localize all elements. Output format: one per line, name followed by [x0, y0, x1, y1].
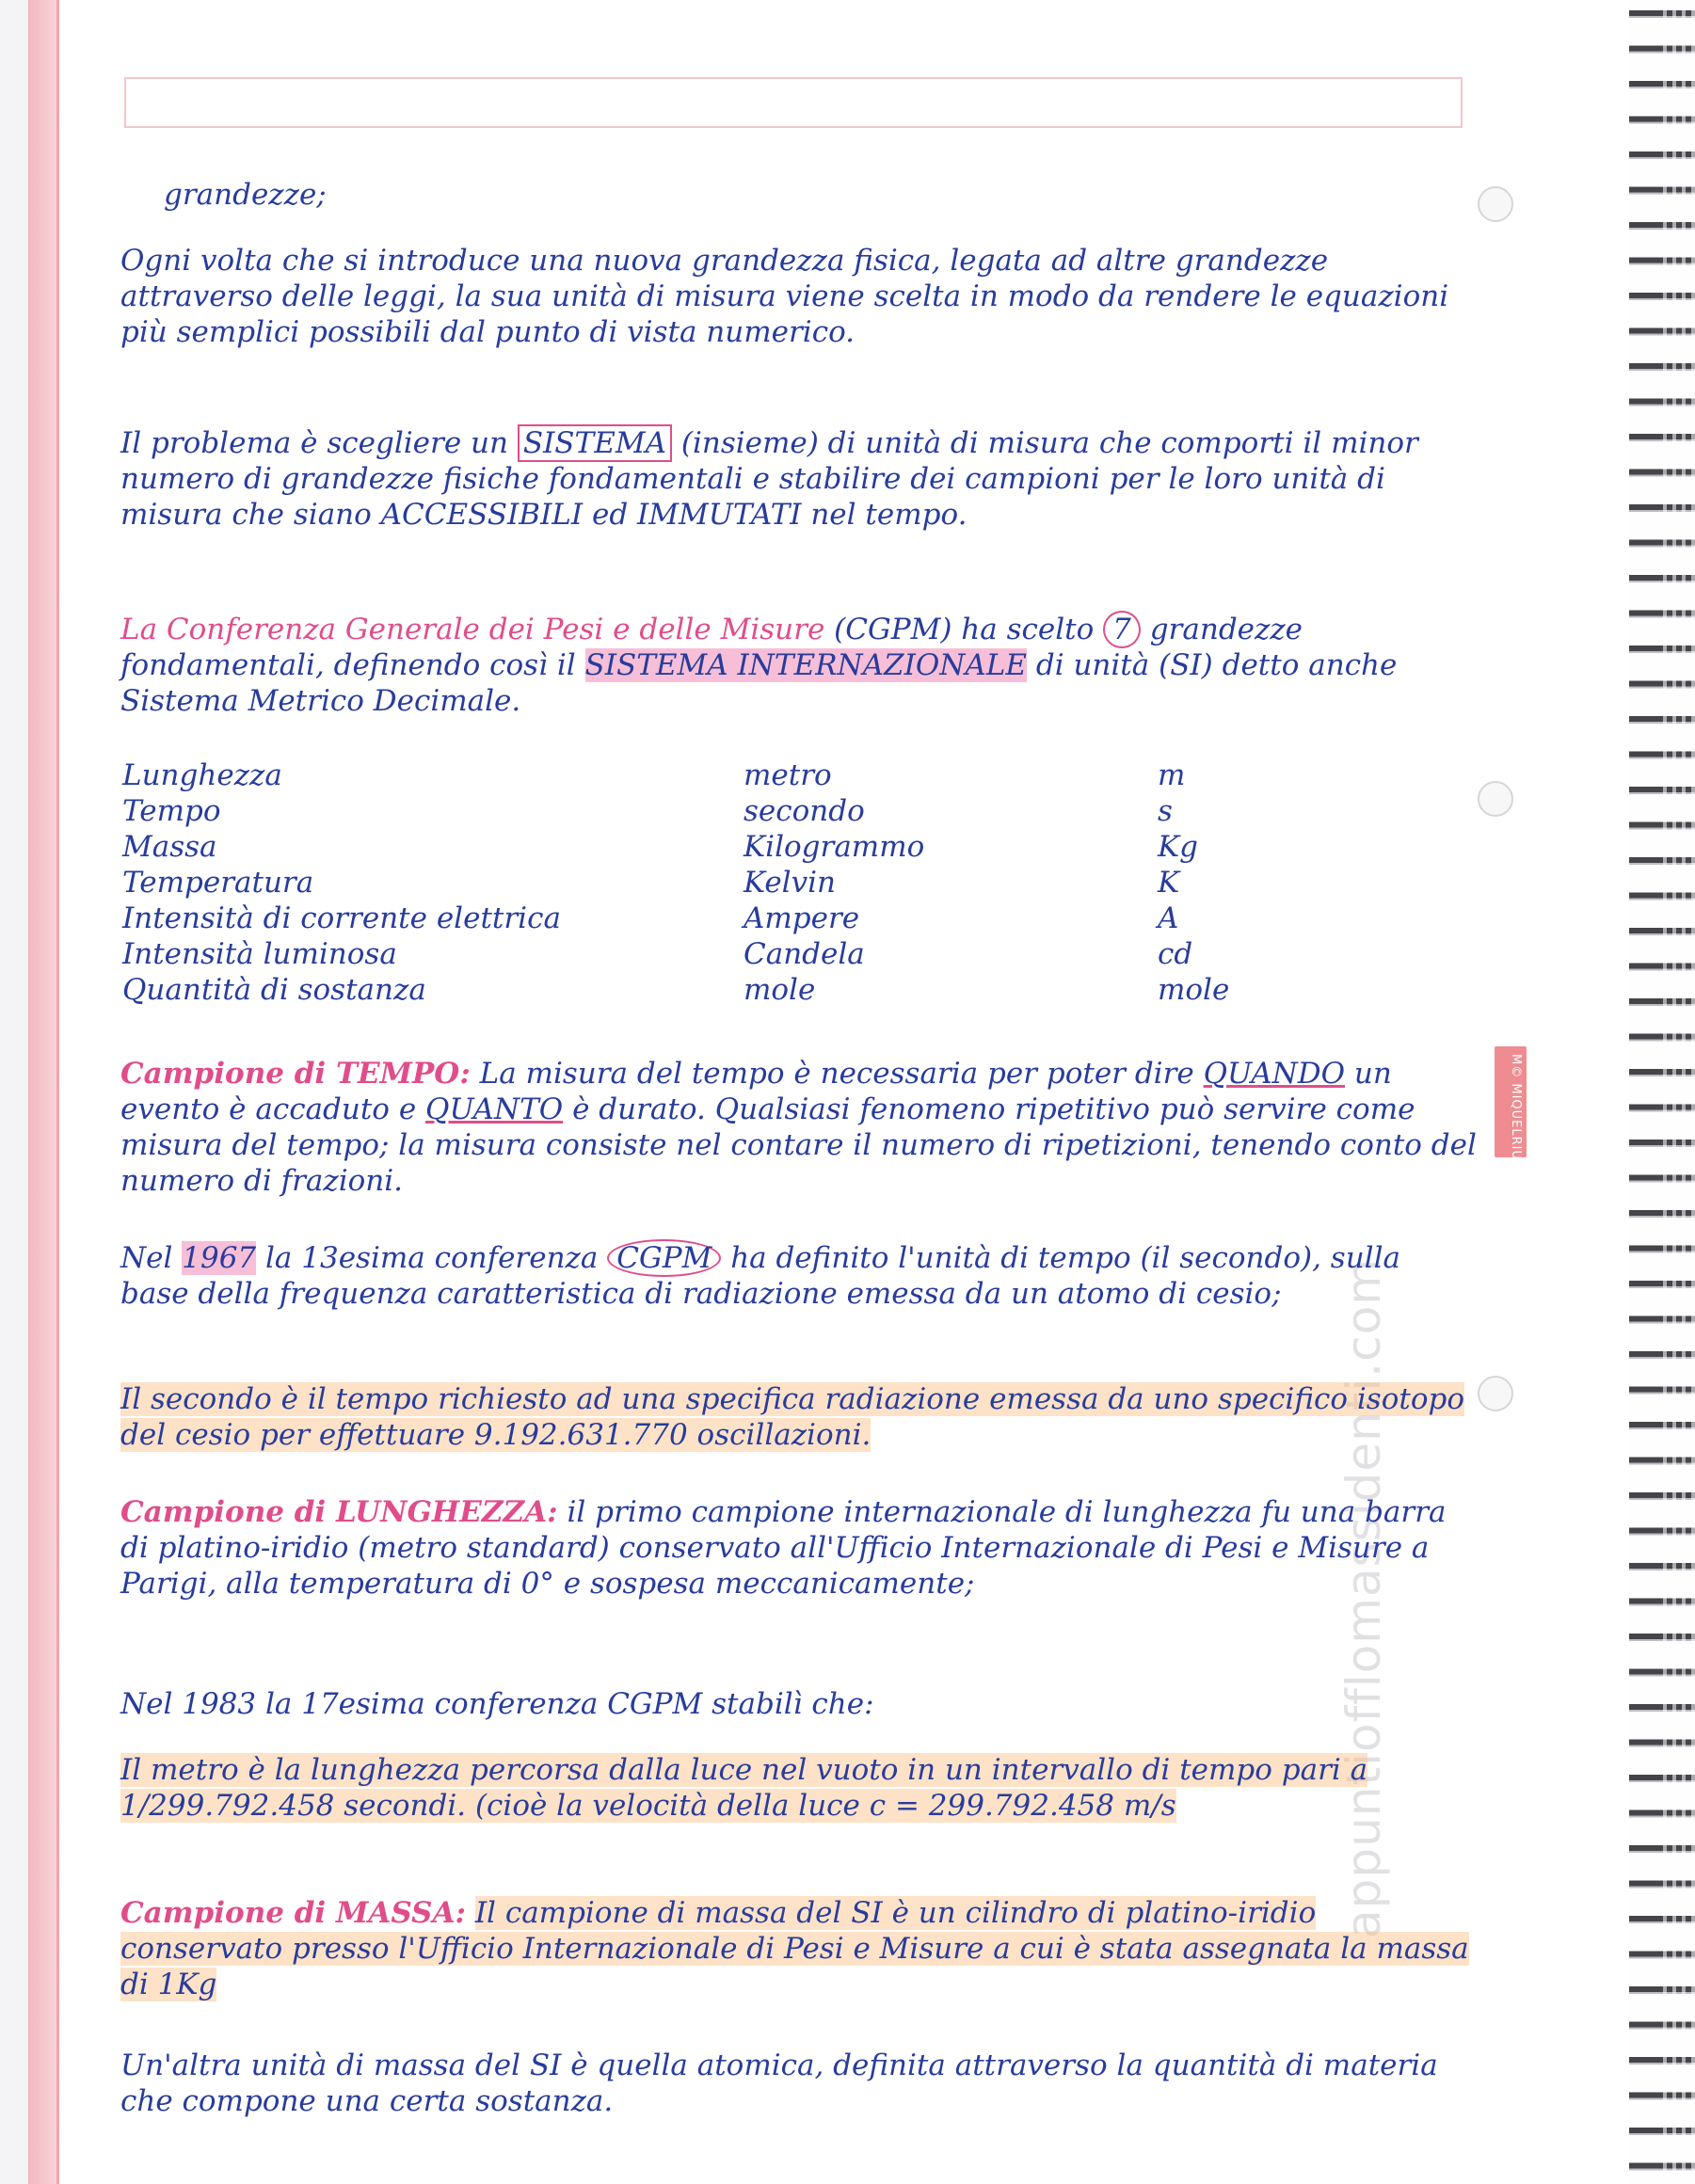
para-massa: [120, 1895, 1476, 2002]
cgpm-circled: CGPM: [607, 1239, 721, 1277]
units-row: [122, 829, 1346, 865]
si-highlight: SISTEMA INTERNAZIONALE: [584, 648, 1027, 682]
year-1967-highlight: 1967: [182, 1241, 257, 1275]
metro-definition-text: Il metro è la lunghezza percorsa dalla luce nel vuoto in un intervallo di tempo pari a 1/299.792.458 secondi. (cioè la velocità della luce c = 299.792.458 m/s: [120, 1753, 1368, 1823]
lunghezza-heading: Campione di LUNGHEZZA:: [120, 1495, 558, 1529]
quantity-cell: Lunghezza: [122, 758, 282, 792]
units-row: [122, 936, 1346, 972]
cgpm-text-b: grandezze fondamentali, definendo così il: [120, 613, 1303, 682]
cgpm-text-c: di unità (SI) detto anche Sistema Metrico Decimale.: [120, 648, 1398, 718]
para-tempo: [120, 1056, 1495, 1199]
unit-cell: Kelvin: [744, 866, 836, 900]
quando-underlined: QUANDO: [1203, 1057, 1345, 1091]
seven-circled: 7: [1103, 611, 1141, 648]
quantity-cell: Temperatura: [122, 866, 314, 900]
tempo-text-a: La misura del tempo è necessaria per poter dire: [479, 1057, 1194, 1091]
intro-word: grandezze;: [164, 178, 327, 212]
symbol-cell: A: [1158, 901, 1179, 935]
symbol-cell: Kg: [1158, 830, 1199, 864]
quanto-underlined: QUANTO: [425, 1092, 564, 1126]
symbol-cell: s: [1158, 794, 1173, 828]
year-text-c: ha definito l'unità di tempo (il secondo), sulla base della frequenza caratteristica di radiazione emessa da un atomo di cesio;: [120, 1241, 1400, 1311]
margin-line: [56, 0, 59, 2184]
cgpm-text-a: (CGPM) ha scelto: [834, 613, 1095, 646]
tempo-heading: Campione di TEMPO:: [120, 1057, 471, 1091]
unit-cell: metro: [744, 758, 832, 792]
para-1967: [120, 1240, 1476, 1312]
pink-page-edge: [28, 0, 56, 2184]
notebook-page: [28, 0, 1629, 2184]
massa-heading: Campione di MASSA:: [120, 1896, 466, 1930]
watermark: appuntiofflomassidenti.com: [1336, 1258, 1391, 1938]
unit-cell: Kilogrammo: [744, 830, 925, 864]
secondo-definition-text: Il secondo è il tempo richiesto ad una specifica radiazione emessa da uno specifico isotopo del cesio per effettuare 9.192.631.770 oscillazioni.: [120, 1382, 1464, 1452]
para-cgpm: [120, 612, 1513, 719]
brand-logo: [1495, 1046, 1527, 1170]
para-lunghezza: [120, 1494, 1476, 1602]
spiral-shading: [1657, 0, 1695, 2184]
metro-definition: [120, 1752, 1476, 1824]
quantity-cell: Quantità di sostanza: [122, 973, 426, 1007]
units-row: [122, 972, 1346, 1008]
unit-cell: secondo: [744, 794, 865, 828]
para-massa-atomica: Un'altra unità di massa del SI è quella atomica, definita attraverso la quantità di materia che compone una certa sostanza.: [120, 2048, 1438, 2118]
binder-hole-icon: [1478, 781, 1513, 817]
binder-hole-icon: [1478, 186, 1513, 222]
symbol-cell: m: [1158, 758, 1186, 792]
brand-label: M© MIQUELRIUS: [1509, 1054, 1523, 1170]
year-text-a: Nel: [120, 1241, 173, 1275]
quantity-cell: Intensità di corrente elettrica: [122, 901, 561, 935]
tempo-text-b: un evento è accaduto e: [120, 1057, 1392, 1126]
para-sistema-start: Il problema è scegliere un: [120, 426, 508, 460]
header-box: [124, 77, 1463, 128]
quantity-cell: Tempo: [122, 794, 221, 828]
cgpm-full-name: La Conferenza Generale dei Pesi e delle Misure: [120, 613, 825, 646]
year-text-b: la 13esima conferenza: [265, 1241, 599, 1275]
units-table: [122, 757, 1346, 1008]
symbol-cell: cd: [1158, 937, 1193, 971]
secondo-definition: [120, 1381, 1495, 1453]
quantity-cell: Massa: [122, 830, 217, 864]
symbol-cell: mole: [1158, 973, 1230, 1007]
para-sistema-end: (insieme) di unità di misura che comporti il minor numero di grandezze fisiche fondamentali e stabilire dei campioni per le loro unità di misura che siano ACCESSIBILI ed IMMUTATI nel tempo.: [120, 426, 1418, 532]
unit-cell: mole: [744, 973, 816, 1007]
units-row: [122, 793, 1346, 829]
para-sistema: [120, 425, 1476, 533]
units-row: [122, 757, 1346, 793]
lunghezza-text: il primo campione internazionale di lunghezza fu una barra di platino-iridio (metro standard) conservato all'Ufficio Internazionale di Pesi e Misure a Parigi, alla temperatura di 0° e sospesa meccanicamente;: [120, 1495, 1447, 1601]
quantity-cell: Intensità luminosa: [122, 937, 397, 971]
units-row: [122, 865, 1346, 901]
para-grandezze: Ogni volta che si introduce una nuova grandezza fisica, legata ad altre grandezze attraverso delle leggi, la sua unità di misura viene scelta in modo da rendere le equazioni più semplici possibili dal punto di vista numerico.: [120, 244, 1449, 349]
symbol-cell: K: [1158, 866, 1180, 900]
tempo-text-c: è durato. Qualsiasi fenomeno ripetitivo può servire come misura del tempo; la misura consiste nel contare il numero di ripetizioni, tenendo conto del numero di frazioni.: [120, 1092, 1477, 1198]
massa-text: Il campione di massa del SI è un cilindro di platino-iridio conservato presso l'Ufficio Internazionale di Pesi e Misure a cui è stata assegnata la massa di 1Kg: [120, 1896, 1469, 2001]
units-row: [122, 901, 1346, 936]
unit-cell: Ampere: [744, 901, 860, 935]
sistema-boxed-word: SISTEMA: [518, 424, 672, 462]
unit-cell: Candela: [744, 937, 865, 971]
para-1983: Nel 1983 la 17esima conferenza CGPM stabilì che:: [120, 1687, 874, 1721]
